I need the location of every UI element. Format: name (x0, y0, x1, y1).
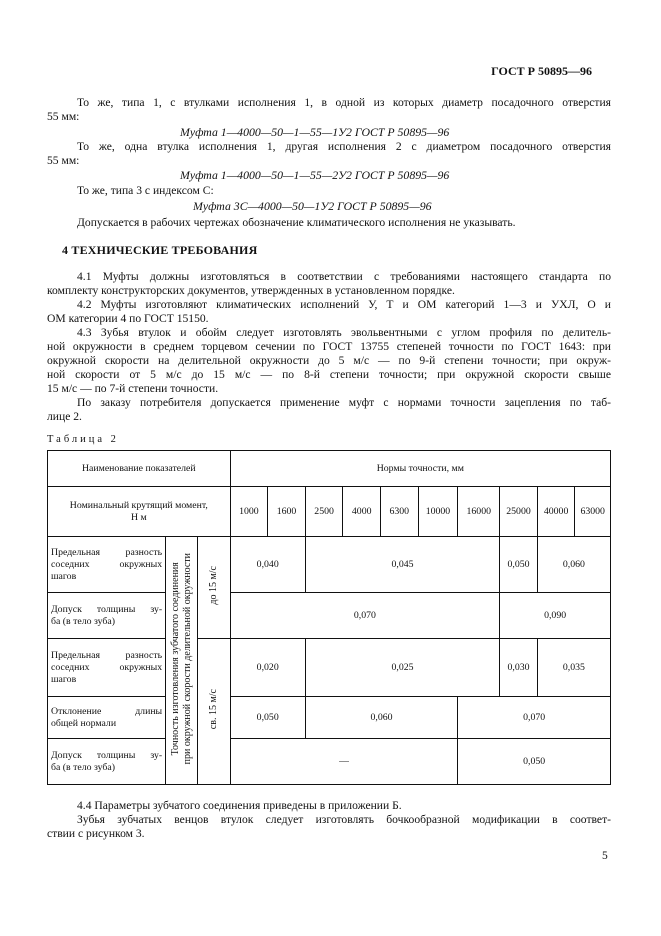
table-cell: 0,025 (305, 639, 499, 697)
row-label: Допуск толщины зу- ба (в тело зуба) (48, 593, 166, 639)
row-label: Допуск толщины зу- ба (в тело зуба) (48, 739, 166, 785)
speed-high-cell (198, 639, 230, 785)
paragraph-line: ной скорости от 5 м/с до 15 м/с — по 8-й степени точности; при окружной скорости свыше (47, 368, 611, 381)
table-cell: 0,060 (305, 697, 458, 739)
paragraph-line: Зубья зубчатых венцов втулок следует изготовлять бочкообразной модификации в соответ- (77, 813, 611, 826)
paragraph-line: ствии с рисунком 3. (47, 827, 145, 840)
table-cell: 0,020 (230, 639, 305, 697)
paragraph-line: 4.4 Параметры зубчатого соединения приведены в приложении Б. (77, 799, 402, 812)
table-row (48, 639, 611, 697)
torque-value: 6300 (380, 487, 418, 537)
table-cell: 0,090 (500, 593, 611, 639)
row-label: Предельная разность соседних окружных шагов (48, 537, 166, 593)
paragraph-line: По заказу потребителя допускается применение муфт с нормами точности зацепления по таб- (77, 396, 611, 409)
paragraph-line: лице 2. (47, 410, 82, 423)
torque-value: 63000 (575, 487, 611, 537)
table-row (48, 593, 611, 639)
torque-value: 16000 (458, 487, 500, 537)
paragraph-line: Допускается в рабочих чертежах обозначение климатического исполнения не указывать. (77, 216, 516, 229)
table-row (48, 697, 611, 739)
torque-value: 1600 (268, 487, 306, 537)
page-number: 5 (602, 850, 608, 862)
table-row (48, 739, 611, 785)
torque-value: 40000 (537, 487, 575, 537)
designation-example: Муфта 3С—4000—50—1У2 ГОСТ Р 50895—96 (193, 199, 432, 213)
table-cell: 0,045 (305, 537, 499, 593)
group-label: Точность изготовления зубчатого соединения при окружной скорости делительной окружности (169, 552, 193, 765)
torque-value: 10000 (418, 487, 458, 537)
designation-example: Муфта 1—4000—50—1—55—2У2 ГОСТ Р 50895—96 (180, 168, 450, 182)
speed-high-label: св. 15 м/с (207, 689, 219, 730)
paragraph-line: То же, одна втулка исполнения 1, другая исполнения 2 с диаметром посадочного отверстия (77, 140, 611, 153)
paragraph-line: ной окружности в среднем торцевом сечении по ГОСТ 13755 степеней точности по ГОСТ 1643: при (47, 340, 611, 353)
table-cell: 0,060 (537, 537, 610, 593)
group-label-cell (166, 537, 198, 785)
paragraph-line: 55 мм: (47, 110, 80, 123)
table-cell: 0,050 (500, 537, 538, 593)
paragraph-line: 4.3 Зубья втулок и обойм следует изготовлять эвольвентными с углом профиля по делитель- (77, 326, 611, 339)
table-cell: 0,040 (230, 537, 305, 593)
table-cell: 0,070 (230, 593, 500, 639)
table-row (48, 537, 611, 593)
paragraph-line: комплекту конструкторских документов, утвержденных в установленном порядке. (47, 284, 455, 297)
torque-label: Номинальный крутящий момент, Н м (48, 487, 231, 537)
table-cell: 0,070 (458, 697, 611, 739)
paragraph-line: То же, типа 3 с индексом С: (77, 184, 214, 197)
table-cell: — (230, 739, 458, 785)
section-title: 4 ТЕХНИЧЕСКИЕ ТРЕБОВАНИЯ (62, 243, 258, 257)
table-header-row (48, 451, 611, 487)
paragraph-line: То же, типа 1, с втулками исполнения 1, в одной из которых диаметр посадочного отверстия (77, 96, 611, 109)
row-label: Предельная разность соседних окружных шагов (48, 639, 166, 697)
paragraph-line: 55 мм: (47, 154, 80, 167)
paragraph-line: 15 м/с — по 7-й степени точности. (47, 382, 219, 395)
torque-value: 1000 (230, 487, 268, 537)
torque-value: 4000 (343, 487, 381, 537)
accuracy-norms-table (47, 450, 611, 785)
speed-low-cell (198, 537, 230, 639)
speed-low-label: до 15 м/с (207, 566, 219, 605)
table-cell: 0,035 (537, 639, 610, 697)
header-indicator-name: Наименование показателей (48, 451, 231, 487)
row-label: Отклонение длины общей нормали (48, 697, 166, 739)
header-norms: Нормы точности, мм (230, 451, 610, 487)
torque-row (48, 487, 611, 537)
table-cell: 0,050 (458, 739, 611, 785)
designation-example: Муфта 1—4000—50—1—55—1У2 ГОСТ Р 50895—96 (180, 125, 450, 139)
document-header: ГОСТ Р 50895—96 (491, 64, 592, 78)
paragraph-line: 4.1 Муфты должны изготовляться в соответствии с требованиями настоящего стандарта по (77, 270, 611, 283)
paragraph-line: ОМ категории 4 по ГОСТ 15150. (47, 312, 209, 325)
table-caption: Таблица 2 (47, 434, 119, 445)
torque-value: 2500 (305, 487, 343, 537)
paragraph-line: окружной скорости на делительной окружности до 5 м/с — по 9-й степени точности; при окруж- (47, 354, 611, 367)
paragraph-line: 4.2 Муфты изготовляют климатических исполнений У, Т и ОМ категорий 1—3 и УХЛ, О и (77, 298, 611, 311)
table-cell: 0,030 (500, 639, 538, 697)
torque-value: 25000 (500, 487, 538, 537)
table-cell: 0,050 (230, 697, 305, 739)
